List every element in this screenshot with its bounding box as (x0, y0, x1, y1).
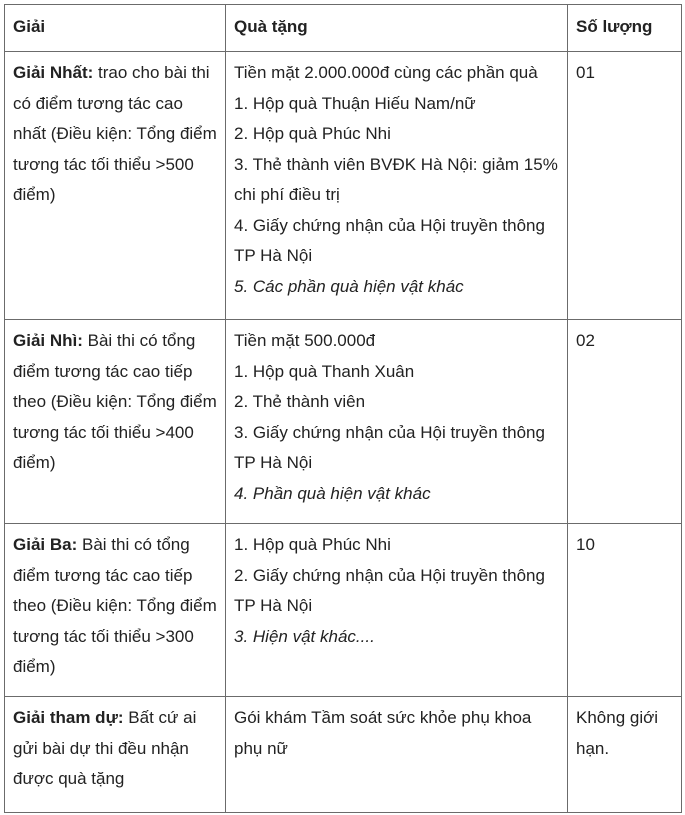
gift-item: 3. Thẻ thành viên BVĐK Hà Nội: giảm 15% chi phí điều trị (234, 154, 558, 204)
header-gifts: Quà tặng (226, 5, 568, 52)
gift-item: 3. Giấy chứng nhận của Hội truyền thông TP Hà Nội (234, 422, 545, 472)
gifts-cell (226, 52, 568, 320)
gift-item: Tiền mặt 500.000đ (234, 331, 376, 350)
gifts-cell (226, 524, 568, 697)
gift-item: 4. Giấy chứng nhận của Hội truyền thông TP Hà Nội (234, 215, 545, 265)
gift-item: Gói khám Tầm soát sức khỏe phụ khoa phụ nữ (234, 708, 532, 758)
gift-item: 2. Hộp quà Phúc Nhi (234, 124, 391, 143)
prize-rank: Giải Nhất: (13, 63, 94, 82)
prize-condition: Bài thi có tổng điểm tương tác cao tiếp theo (Điều kiện: Tổng điểm tương tác tối thiểu >300 điểm) (13, 535, 217, 676)
prize-cell (5, 52, 226, 320)
prize-rank: Giải Nhì: (13, 331, 83, 350)
header-quantity: Số lượng (568, 5, 682, 52)
gift-item: 5. Các phần quà hiện vật khác (234, 276, 464, 296)
gift-item: 1. Hộp quà Phúc Nhi (234, 535, 391, 554)
gift-item: Tiền mặt 2.000.000đ cùng các phần quà (234, 63, 538, 82)
prize-condition: Bất cứ ai gửi bài dự thi đều nhận được quà tặng (13, 708, 197, 788)
prize-cell (5, 320, 226, 524)
prize-rank: Giải tham dự: (13, 708, 124, 727)
header-row (5, 5, 682, 52)
gifts-cell (226, 320, 568, 524)
table-row (5, 320, 682, 524)
gift-item: 2. Thẻ thành viên (234, 392, 366, 411)
gift-item: 4. Phần quà hiện vật khác (234, 483, 431, 503)
header-prize: Giải (5, 5, 226, 52)
prize-condition: Bài thi có tổng điểm tương tác cao tiếp theo (Điều kiện: Tổng điểm tương tác tối thiểu >400 điểm) (13, 331, 217, 472)
gift-item: 1. Hộp quà Thanh Xuân (234, 361, 415, 381)
gift-item: 2. Giấy chứng nhận của Hội truyền thông TP Hà Nội (234, 565, 545, 615)
gift-item: 1. Hộp quà Thuận Hiếu Nam/nữ (234, 93, 476, 113)
prize-cell (5, 697, 226, 813)
table-row (5, 524, 682, 697)
prize-cell (5, 524, 226, 697)
quantity-cell: 01 (568, 52, 682, 320)
prize-table (4, 4, 682, 813)
quantity-cell: Không giới hạn. (568, 697, 682, 813)
table-row (5, 52, 682, 320)
table-row (5, 697, 682, 813)
gifts-cell (226, 697, 568, 813)
quantity-cell: 02 (568, 320, 682, 524)
prize-rank: Giải Ba: (13, 535, 78, 554)
prize-condition: trao cho bài thi có điểm tương tác cao nhất (Điều kiện: Tổng điểm tương tác tối thiểu >500 điểm) (13, 63, 217, 204)
gift-item: 3. Hiện vật khác.... (234, 626, 375, 646)
quantity-cell: 10 (568, 524, 682, 697)
